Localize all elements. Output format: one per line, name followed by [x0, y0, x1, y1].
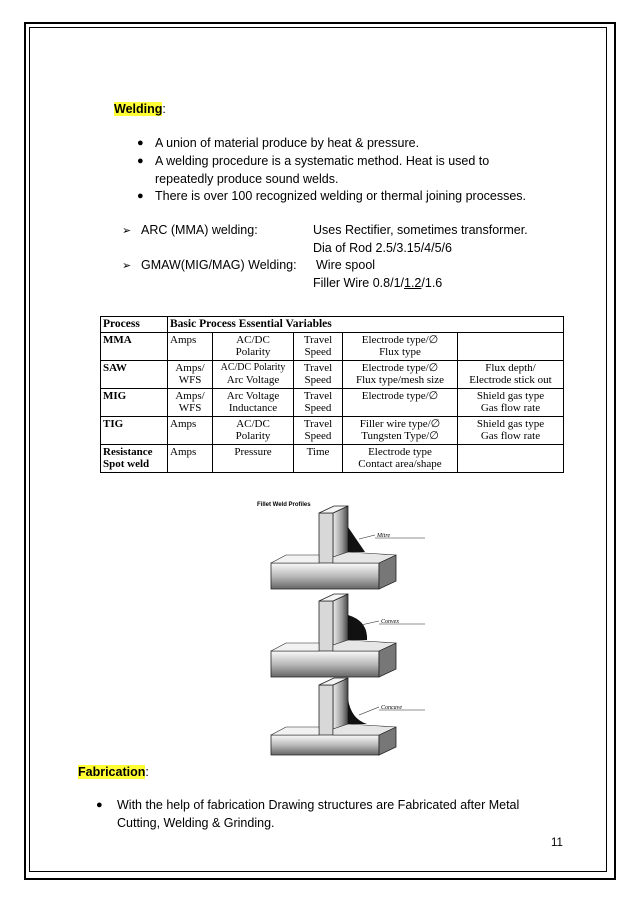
label-mitre: Mitre — [377, 533, 391, 539]
gmaw-desc-2b: /1.6 — [421, 276, 443, 290]
welding-heading-line — [114, 102, 166, 117]
cell: Amps — [168, 332, 213, 360]
cell-line: Filler wire type/∅ — [359, 417, 441, 430]
cell-line: Electrode type — [368, 445, 432, 458]
cell-line: Polarity — [235, 346, 271, 358]
cell-process: MMA — [101, 332, 168, 360]
cell-line: Polarity — [235, 430, 271, 442]
bullet-dot-icon: ● — [96, 799, 103, 811]
cell-line: AC/DC — [236, 333, 270, 346]
cell-line: AC/DC — [236, 417, 270, 430]
page-number: 11 — [551, 837, 563, 849]
cell-line: Flux type — [379, 346, 421, 358]
bullet-dot-icon: ● — [137, 155, 144, 167]
cell-line: WFS — [178, 402, 202, 414]
weld-profile-convex — [271, 594, 425, 677]
cell — [458, 416, 564, 444]
bullet-dot-icon: ● — [137, 190, 144, 202]
cell-line: Resistance — [103, 445, 153, 458]
fabrication-heading-colon: : — [145, 765, 149, 779]
table-row — [101, 332, 564, 360]
cell: Amps — [168, 444, 213, 472]
table-row — [101, 416, 564, 444]
cell — [458, 332, 564, 360]
fabrication-bullet-line2: Cutting, Welding & Grinding. — [117, 816, 275, 830]
cell-line: Speed — [304, 374, 332, 386]
cell-line: WFS — [178, 374, 202, 386]
arc-desc-2: Dia of Rod 2.5/3.15/4/5/6 — [313, 241, 452, 255]
cell-line: Gas flow rate — [480, 402, 541, 414]
gmaw-label: GMAW(MIG/MAG) Welding: — [141, 258, 297, 272]
cell-line: Tungsten Type/∅ — [361, 430, 439, 442]
cell — [343, 360, 458, 388]
cell-line: Amps/ — [175, 389, 205, 402]
cell: Time — [294, 444, 343, 472]
fabrication-heading: Fabrication — [78, 765, 146, 779]
cell-line: Arc Voltage — [226, 389, 280, 402]
cell-line: Travel — [303, 389, 333, 402]
fabrication-heading-line — [78, 765, 149, 780]
cell — [343, 444, 458, 472]
cell — [213, 360, 294, 388]
cell-line: Contact area/shape — [358, 458, 442, 470]
cell — [213, 332, 294, 360]
arc-label: ARC (MMA) welding: — [141, 223, 258, 237]
cell: Pressure — [213, 444, 294, 472]
cell-line: Electrode type/∅ — [361, 333, 439, 346]
welding-heading-colon: : — [162, 102, 166, 116]
bullet-dot-icon: ● — [137, 137, 144, 149]
cell — [213, 388, 294, 416]
essential-variables-table — [100, 316, 564, 473]
cell-process: MIG — [101, 388, 168, 416]
cell — [213, 416, 294, 444]
cell-line: Electrode stick out — [469, 374, 552, 386]
cell-line: Travel — [303, 417, 333, 430]
cell-line: Amps/ — [175, 361, 205, 374]
cell-line: Flux depth/ — [485, 361, 536, 374]
cell — [294, 332, 343, 360]
cell-line: Spot weld — [103, 458, 150, 470]
header-process: Process — [101, 317, 168, 333]
arc-desc-1: Uses Rectifier, sometimes transformer. — [313, 223, 528, 237]
welding-bullet-2-line1: A welding procedure is a systematic method. Heat is used to — [155, 154, 490, 168]
cell — [168, 388, 213, 416]
welding-bullet-1: A union of material produce by heat & pressure. — [155, 136, 420, 150]
figure-title: Fillet Weld Profiles — [257, 502, 311, 508]
cell — [458, 360, 564, 388]
cell-line: Arc Voltage — [226, 374, 280, 386]
cell-line: Electrode type/∅ — [361, 389, 439, 402]
arrow-bullet-icon: ➢ — [122, 260, 132, 272]
welding-heading: Welding — [114, 102, 163, 116]
cell — [294, 360, 343, 388]
fillet-weld-profiles-figure — [255, 497, 445, 757]
cell-line: Electrode type/∅ — [361, 361, 439, 374]
arrow-bullet-icon: ➢ — [122, 225, 132, 237]
label-concave: Concave — [381, 705, 402, 711]
header-variables: Basic Process Essential Variables — [168, 317, 564, 333]
cell-line: Gas flow rate — [480, 430, 541, 442]
fabrication-bullet-line1: With the help of fabrication Drawing structures are Fabricated after Metal — [117, 798, 520, 812]
cell — [343, 332, 458, 360]
gmaw-desc-2a: Filler Wire 0.8/1/ — [313, 276, 404, 290]
cell-line: Flux type/mesh size — [356, 374, 444, 386]
cell-line: AC/DC Polarity — [220, 361, 286, 373]
cell — [458, 444, 564, 472]
cell-line: Speed — [304, 346, 332, 358]
cell-line: Shield gas type — [476, 389, 545, 402]
weld-profile-concave — [271, 678, 425, 755]
cell-process: SAW — [101, 360, 168, 388]
welding-bullet-2-line2: repeatedly produce sound welds. — [155, 172, 339, 186]
table-row — [101, 444, 564, 472]
cell — [458, 388, 564, 416]
cell — [294, 388, 343, 416]
gmaw-desc-2 — [313, 276, 442, 291]
weld-profile-mitre — [271, 506, 425, 589]
cell — [168, 360, 213, 388]
welding-bullet-3: There is over 100 recognized welding or thermal joining processes. — [155, 189, 527, 203]
cell-line: Speed — [304, 430, 332, 442]
cell-line: Speed — [304, 402, 332, 414]
cell-line: Inductance — [228, 402, 278, 414]
cell-line: Travel — [303, 361, 333, 374]
cell — [343, 388, 458, 416]
table-row — [101, 360, 564, 388]
cell — [343, 416, 458, 444]
cell: Amps — [168, 416, 213, 444]
table-header-row — [101, 317, 564, 333]
cell — [294, 416, 343, 444]
table-row — [101, 388, 564, 416]
cell-line: Travel — [303, 333, 333, 346]
label-convex: Convex — [381, 619, 399, 625]
cell-line: Shield gas type — [476, 417, 545, 430]
cell-process: TIG — [101, 416, 168, 444]
gmaw-desc-1: Wire spool — [316, 258, 376, 272]
cell-process — [101, 444, 168, 472]
gmaw-desc-2u: 1.2 — [404, 276, 422, 290]
